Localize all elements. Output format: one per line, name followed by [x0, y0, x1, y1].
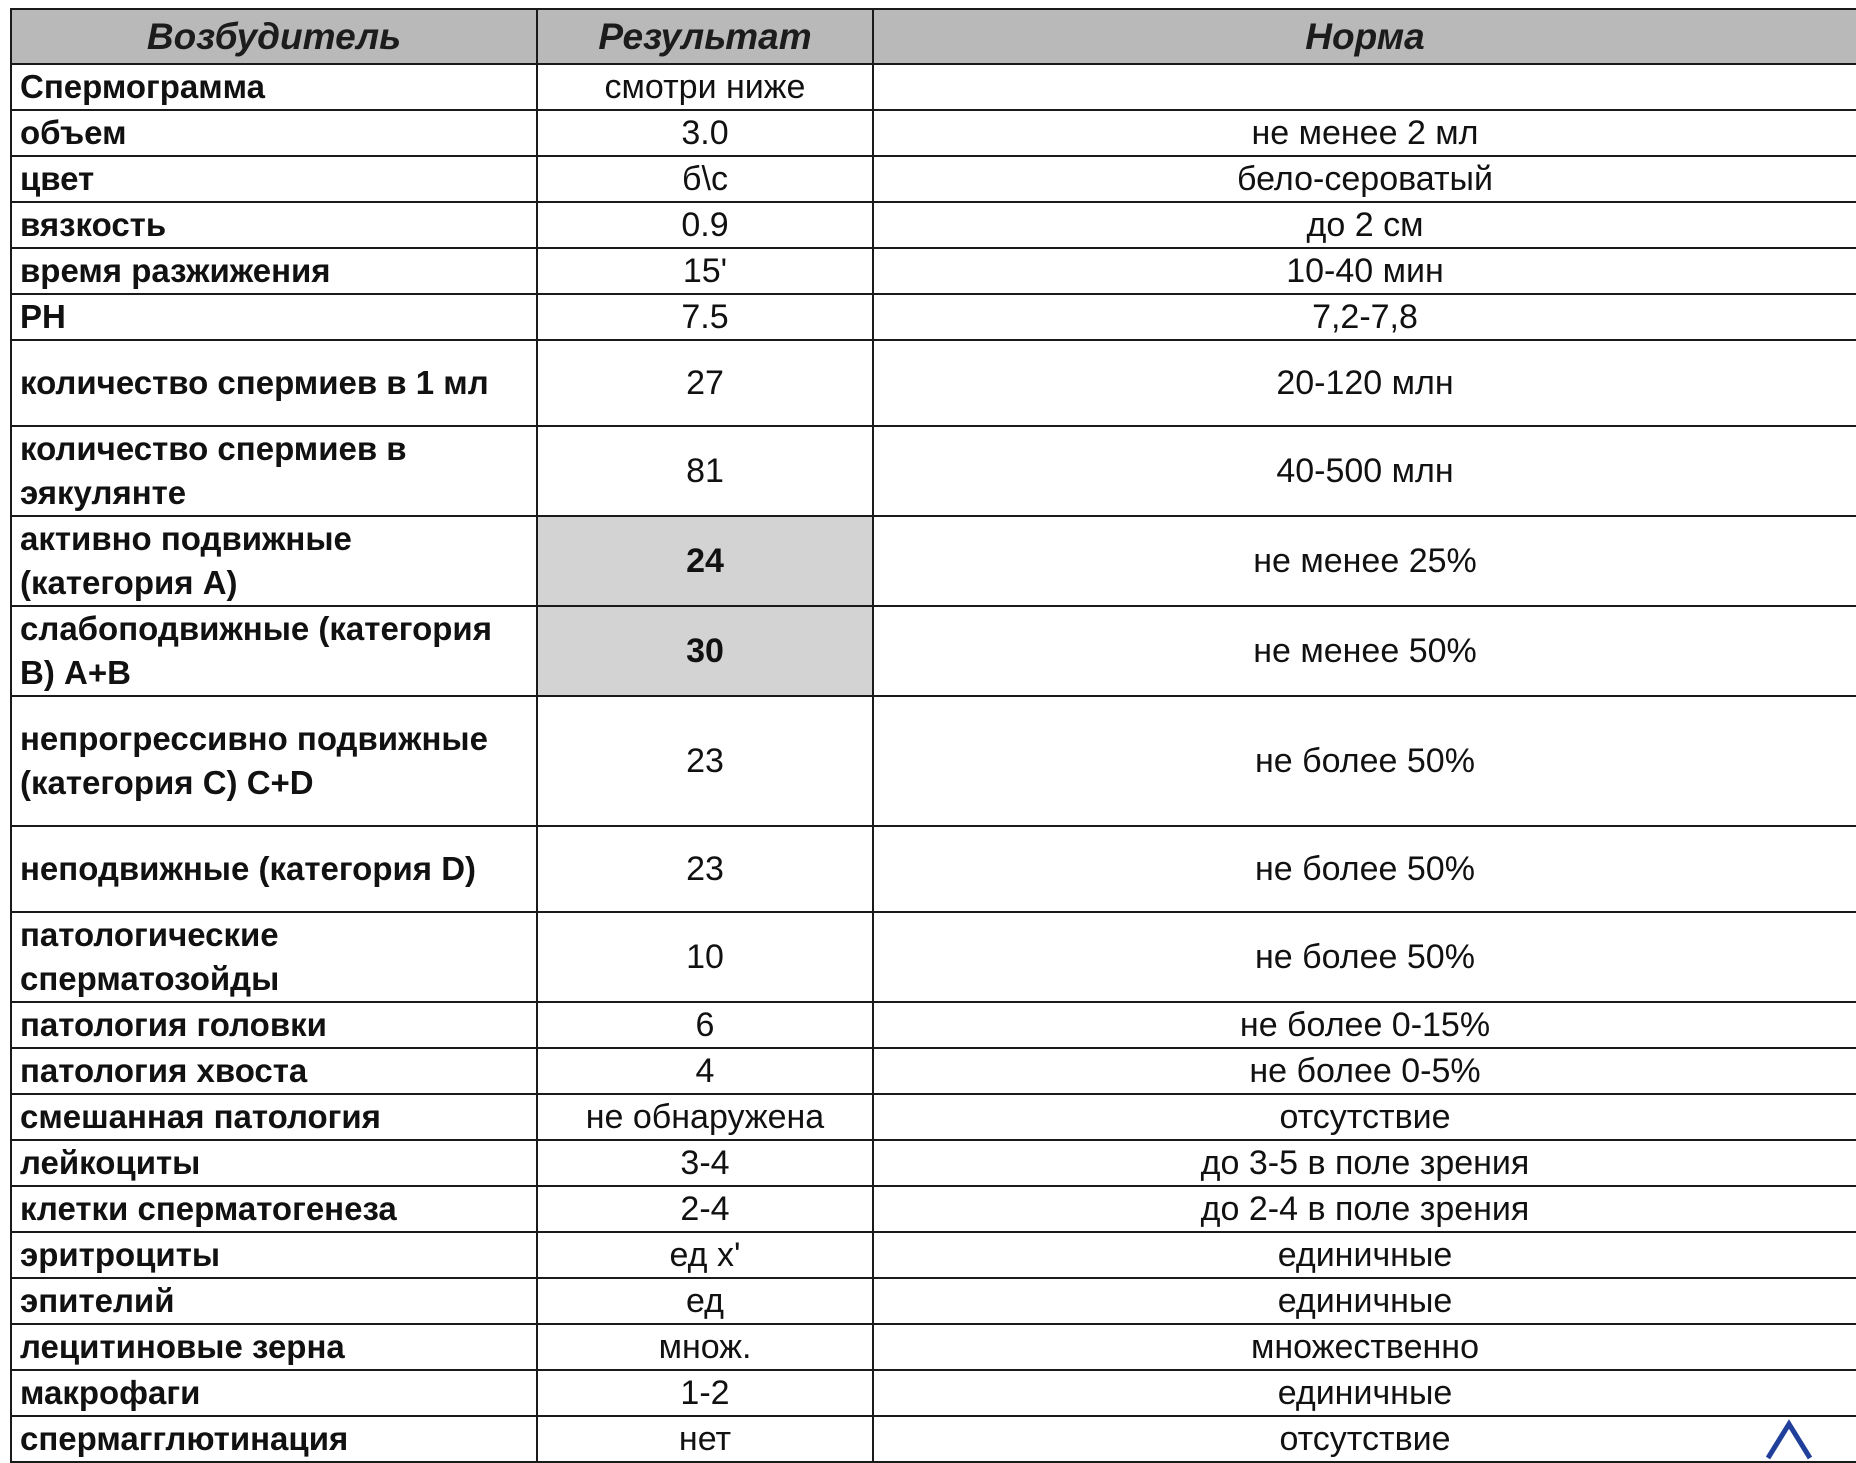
row-result-value: 23	[537, 826, 873, 912]
table-row	[11, 340, 1856, 426]
table-row	[11, 156, 1856, 202]
table-row	[11, 826, 1856, 912]
row-parameter-name: слабоподвижные (категория В) А+В	[11, 606, 537, 696]
row-parameter-name: объем	[11, 110, 537, 156]
row-result-value: 30	[537, 606, 873, 696]
row-norm-value: бело-сероватый	[873, 156, 1856, 202]
table-row	[11, 696, 1856, 826]
header-pathogen: Возбудитель	[11, 9, 537, 64]
row-norm-value: отсутствие	[873, 1094, 1856, 1140]
row-norm-value: 20-120 млн	[873, 340, 1856, 426]
row-parameter-name: патологические сперматозойды	[11, 912, 537, 1002]
table-row	[11, 1186, 1856, 1232]
row-result-value: ед	[537, 1278, 873, 1324]
row-parameter-name: патология хвоста	[11, 1048, 537, 1094]
row-parameter-name: лецитиновые зерна	[11, 1324, 537, 1370]
row-parameter-name: лейкоциты	[11, 1140, 537, 1186]
row-parameter-name: макрофаги	[11, 1370, 537, 1416]
table-row	[11, 248, 1856, 294]
row-parameter-name: клетки сперматогенеза	[11, 1186, 537, 1232]
row-norm-value: не более 0-5%	[873, 1048, 1856, 1094]
row-parameter-name: эпителий	[11, 1278, 537, 1324]
row-norm-value: до 3-5 в поле зрения	[873, 1140, 1856, 1186]
row-norm-value: 10-40 мин	[873, 248, 1856, 294]
row-parameter-name: вязкость	[11, 202, 537, 248]
table-row	[11, 202, 1856, 248]
table-row	[11, 1094, 1856, 1140]
spermogram-table	[10, 8, 1856, 1463]
row-result-value: 81	[537, 426, 873, 516]
table-row	[11, 606, 1856, 696]
row-norm-value: единичные	[873, 1370, 1856, 1416]
row-result-value: нет	[537, 1416, 873, 1462]
row-norm-value: до 2 см	[873, 202, 1856, 248]
table-row	[11, 294, 1856, 340]
row-result-value: смотри ниже	[537, 64, 873, 110]
row-parameter-name: эритроциты	[11, 1232, 537, 1278]
row-result-value: 3.0	[537, 110, 873, 156]
row-result-value: множ.	[537, 1324, 873, 1370]
table-row	[11, 64, 1856, 110]
table-row	[11, 1232, 1856, 1278]
row-norm-value: 7,2-7,8	[873, 294, 1856, 340]
row-result-value: не обнаружена	[537, 1094, 873, 1140]
row-parameter-name: патология головки	[11, 1002, 537, 1048]
row-norm-value: не менее 2 мл	[873, 110, 1856, 156]
row-result-value: 27	[537, 340, 873, 426]
row-parameter-name: Спермограмма	[11, 64, 537, 110]
row-result-value: 0.9	[537, 202, 873, 248]
row-result-value: 7.5	[537, 294, 873, 340]
row-parameter-name: количество спермиев в 1 мл	[11, 340, 537, 426]
row-norm-value: не более 0-15%	[873, 1002, 1856, 1048]
row-parameter-name: время разжижения	[11, 248, 537, 294]
row-result-value: 6	[537, 1002, 873, 1048]
row-parameter-name: цвет	[11, 156, 537, 202]
row-norm-value: не более 50%	[873, 912, 1856, 1002]
row-parameter-name: спермагглютинация	[11, 1416, 537, 1462]
table-row	[11, 426, 1856, 516]
row-norm-value: 40-500 млн	[873, 426, 1856, 516]
row-parameter-name: количество спермиев в эякулянте	[11, 426, 537, 516]
row-norm-value: единичные	[873, 1278, 1856, 1324]
row-result-value: 10	[537, 912, 873, 1002]
row-norm-value: до 2-4 в поле зрения	[873, 1186, 1856, 1232]
row-norm-value: отсутствие	[873, 1416, 1856, 1462]
row-norm-value: множественно	[873, 1324, 1856, 1370]
row-norm-value: единичные	[873, 1232, 1856, 1278]
table-row	[11, 1278, 1856, 1324]
row-result-value: 2-4	[537, 1186, 873, 1232]
row-norm-value: не менее 25%	[873, 516, 1856, 606]
table-row	[11, 1370, 1856, 1416]
table-row	[11, 912, 1856, 1002]
row-result-value: 3-4	[537, 1140, 873, 1186]
row-parameter-name: неподвижные (категория D)	[11, 826, 537, 912]
row-parameter-name: непрогрессивно подвижные (категория С) С+D	[11, 696, 537, 826]
corner-triangle-icon	[1762, 1418, 1816, 1460]
table-row	[11, 516, 1856, 606]
row-norm-value	[873, 64, 1856, 110]
header-norm: Норма	[873, 9, 1856, 64]
row-result-value: 4	[537, 1048, 873, 1094]
row-result-value: ед х'	[537, 1232, 873, 1278]
row-result-value: б\с	[537, 156, 873, 202]
table-row	[11, 1324, 1856, 1370]
row-result-value: 1-2	[537, 1370, 873, 1416]
table-row	[11, 1416, 1856, 1462]
table-row	[11, 1002, 1856, 1048]
row-norm-value: не более 50%	[873, 696, 1856, 826]
table-row	[11, 110, 1856, 156]
row-parameter-name: PH	[11, 294, 537, 340]
row-result-value: 24	[537, 516, 873, 606]
row-norm-value: не более 50%	[873, 826, 1856, 912]
row-parameter-name: активно подвижные (категория А)	[11, 516, 537, 606]
table-row	[11, 1140, 1856, 1186]
table-header-row	[11, 9, 1856, 64]
row-norm-value: не менее 50%	[873, 606, 1856, 696]
row-result-value: 23	[537, 696, 873, 826]
row-parameter-name: смешанная патология	[11, 1094, 537, 1140]
row-result-value: 15'	[537, 248, 873, 294]
header-result: Результат	[537, 9, 873, 64]
table-body	[11, 64, 1856, 1462]
table-row	[11, 1048, 1856, 1094]
